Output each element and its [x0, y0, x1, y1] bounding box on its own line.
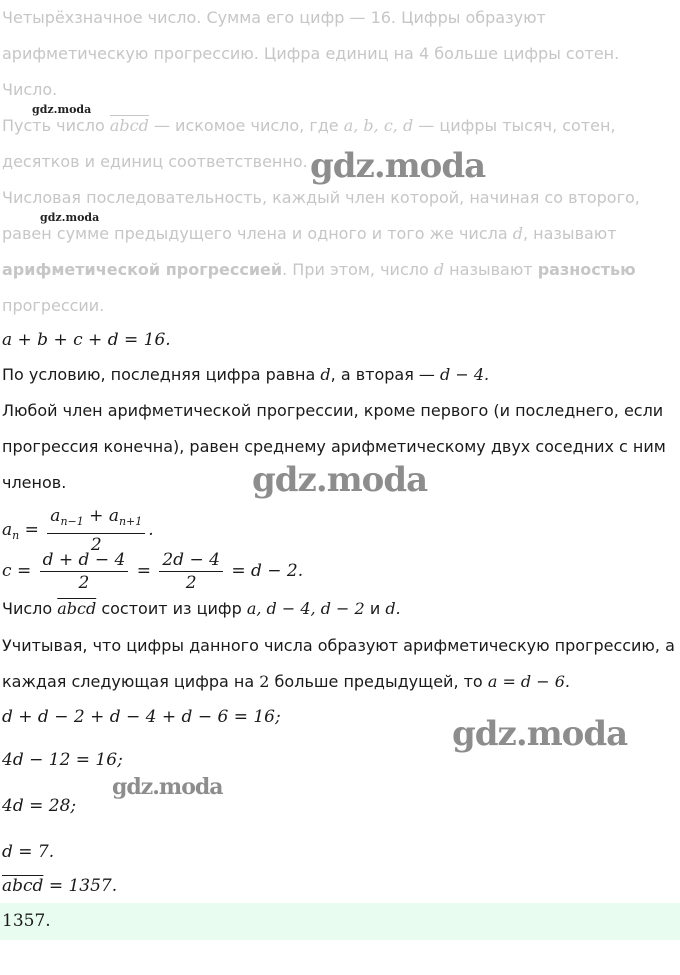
- condition-last-digit: По условию, последняя цифра равна d, а вторая — d − 4.: [2, 365, 490, 384]
- equation-step-2: 4d = 28;: [2, 796, 77, 816]
- condition-line-1: Четырёхзначное число. Сумма его цифр — 16. Цифры образуют: [2, 8, 546, 27]
- watermark-medium: gdz.moda: [112, 774, 223, 800]
- equation-digits-sum: d + d − 2 + d − 4 + d − 6 = 16;: [2, 707, 281, 727]
- definition-line-2: равен сумме предыдущего члена и одного и того же числа d, называют: [2, 224, 617, 243]
- definition-line-3: арифметической прогрессией. При этом, число d называют разностью: [2, 260, 636, 279]
- let-number-line: Пусть число abcd — искомое число, где a, b, c, d — цифры тысяч, сотен,: [2, 116, 616, 135]
- answer-value: 1357.: [2, 911, 51, 931]
- consider-line-2: каждая следующая цифра на 2 больше предыдущей, то a = d − 6.: [2, 672, 571, 691]
- watermark-big-1: gdz.moda: [310, 146, 486, 186]
- watermark-big-2: gdz.moda: [252, 460, 428, 500]
- equation-sum: a + b + c + d = 16.: [2, 330, 171, 350]
- formula-c: c = $\frac{d + d - 4}{2}$ = $\frac{2d - 4}{2}$ = d − 2.: [2, 550, 304, 593]
- definition-line-1: Числовая последовательность, каждый член которой, начиная со второго,: [2, 188, 640, 207]
- digits-line: Число abcd состоит из цифр a, d − 4, d − 2 и d.: [2, 599, 401, 618]
- equation-step-3: d = 7.: [2, 842, 55, 862]
- condition-line-2: арифметическую прогрессию. Цифра единиц на 4 больше цифры сотен.: [2, 44, 620, 63]
- property-line-2: прогрессия конечна), равен среднему арифметическому двух соседних с ним: [2, 437, 666, 456]
- equation-result: abcd = 1357.: [2, 876, 118, 896]
- fraction-mean: $\frac{a_{n-1} + a_{n+1}}{2}$: [47, 505, 145, 556]
- property-line-1: Любой член арифметической прогрессии, кроме первого (и последнего, если: [2, 401, 664, 420]
- fraction-c-1: $\frac{d + d - 4}{2}$: [40, 549, 129, 594]
- condition-line-3: Число.: [2, 80, 58, 99]
- watermark-small-2: gdz.moda: [40, 211, 100, 224]
- let-number-line-2: десятков и единиц соответственно.: [2, 152, 308, 171]
- watermark-big-3: gdz.moda: [452, 714, 628, 754]
- fraction-c-2: $\frac{2d - 4}{2}$: [159, 549, 223, 594]
- answer-box: [0, 903, 680, 940]
- property-line-3: членов.: [2, 473, 67, 492]
- formula-mean: $a_n$ = $\frac{a_{n-1} + a_{n+1}}{2}$ .: [2, 506, 154, 555]
- watermark-small-1: gdz.moda: [32, 103, 92, 116]
- equation-step-1: 4d − 12 = 16;: [2, 750, 123, 770]
- definition-line-4: прогрессии.: [2, 296, 105, 315]
- number-abcd: abcd: [109, 116, 149, 135]
- consider-line-1: Учитывая, что цифры данного числа образуют арифметическую прогрессию, а: [2, 636, 675, 655]
